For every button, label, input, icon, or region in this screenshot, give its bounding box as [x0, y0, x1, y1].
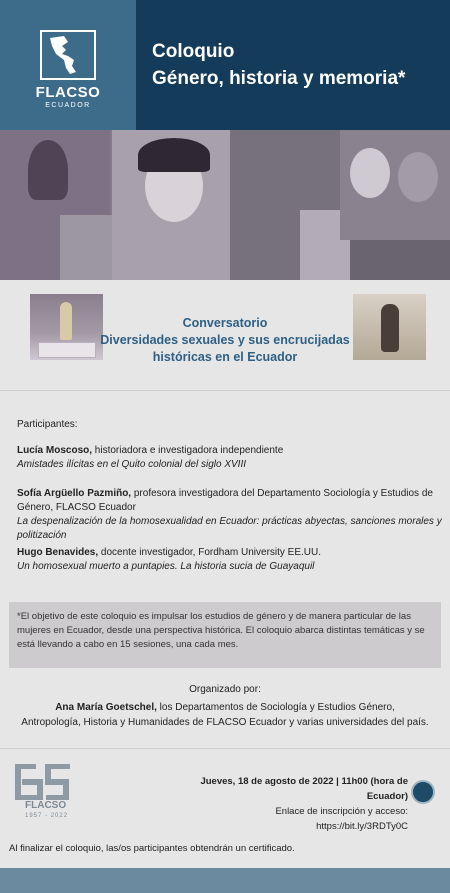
participant-1-work: Amistades ilícitas en el Quito colonial del siglo XVIII — [17, 459, 246, 470]
logo-subtitle: ECUADOR — [45, 102, 91, 109]
bottom-bar — [0, 868, 450, 893]
footer-logo-text: FLACSO — [25, 800, 67, 811]
collage-portrait-hair — [138, 138, 210, 172]
conversatorio-line-1: Conversatorio — [182, 316, 268, 330]
participant-1-name: Lucía Moscoso, — [17, 445, 93, 456]
footer-divider — [0, 748, 450, 749]
title-line-1: Coloquio — [152, 41, 235, 62]
participant-2-name: Sofía Argüello Pazmiño, — [17, 488, 132, 499]
conversatorio-line-3: históricas en el Ecuador — [152, 350, 298, 364]
participant-2 — [17, 487, 442, 543]
participant-3-work: Un homosexual muerto a puntapies. La historia sucia de Guayaquil — [17, 561, 315, 572]
organizer-line-1 — [20, 700, 430, 715]
footer-logo-years: 1957 - 2022 — [25, 813, 69, 819]
organizer-label: Organizado por: — [189, 684, 261, 695]
objective-note: *El objetivo de este coloquio es impulsar los estudios de género y de manera particular de las mujeres en Ecuador, desde una perspectiva histórica. El coloquio abarca distintas temáticas y se está llevando a cabo en 15 sesiones, una cada mes. — [9, 602, 441, 668]
participant-1-role: historiadora e investigadora independiente — [92, 445, 284, 456]
page-title — [152, 38, 442, 92]
number-65-icon — [14, 764, 84, 800]
organizer-name: Ana María Goetschel, — [55, 702, 157, 713]
participants-title: Participantes: — [17, 419, 78, 430]
event-details — [180, 774, 408, 834]
title-line-2: Género, historia y memoria* — [152, 68, 406, 89]
artifact-photo-right — [353, 294, 426, 360]
flacso-map-logo-icon — [40, 30, 96, 80]
event-link-label: Enlace de inscripción y acceso: — [275, 806, 408, 817]
organizer-line-2: Antropología, Historia y Humanidades de FLACSO Ecuador y varias universidades del país. — [21, 717, 429, 728]
collage-photo-street — [350, 240, 450, 280]
collage-figure — [28, 140, 68, 200]
section-divider — [0, 390, 450, 391]
logo-name: FLACSO — [35, 84, 101, 101]
participant-3-role: docente investigador, Fordham University EE.UU. — [98, 547, 322, 558]
collage-face-elder — [350, 148, 390, 198]
participant-2-work: La despenalización de la homosexualidad en Ecuador: prácticas abyectas, sanciones morales y politización — [17, 516, 442, 541]
event-date — [180, 774, 408, 804]
event-link[interactable]: https://bit.ly/3RDTy0C — [316, 821, 408, 832]
link-bullet-icon — [411, 780, 435, 804]
photo-collage — [0, 130, 450, 280]
participant-3 — [17, 546, 442, 574]
americas-map-icon — [42, 32, 94, 78]
event-date-text: Jueves, 18 de agosto de 2022 | 11h00 (hora de Ecuador) — [200, 776, 408, 802]
conversatorio-line-2: Diversidades sexuales y sus encrucijadas — [100, 333, 350, 347]
conversatorio-title — [100, 315, 350, 366]
certificate-note: Al finalizar el coloquio, las/os participantes obtendrán un certificado. — [9, 843, 295, 854]
participant-2-role: profesora investigadora del Departamento Sociología y Estudios de Género, FLACSO Ecuador — [17, 488, 433, 513]
participant-1 — [17, 444, 442, 472]
artifact-photo-left — [30, 294, 103, 360]
participant-3-name: Hugo Benavides, — [17, 547, 99, 558]
collage-face-woman — [398, 152, 438, 202]
organizer-text — [20, 700, 430, 730]
organizer-departments: los Departamentos de Sociología y Estudios Género, — [156, 702, 395, 713]
